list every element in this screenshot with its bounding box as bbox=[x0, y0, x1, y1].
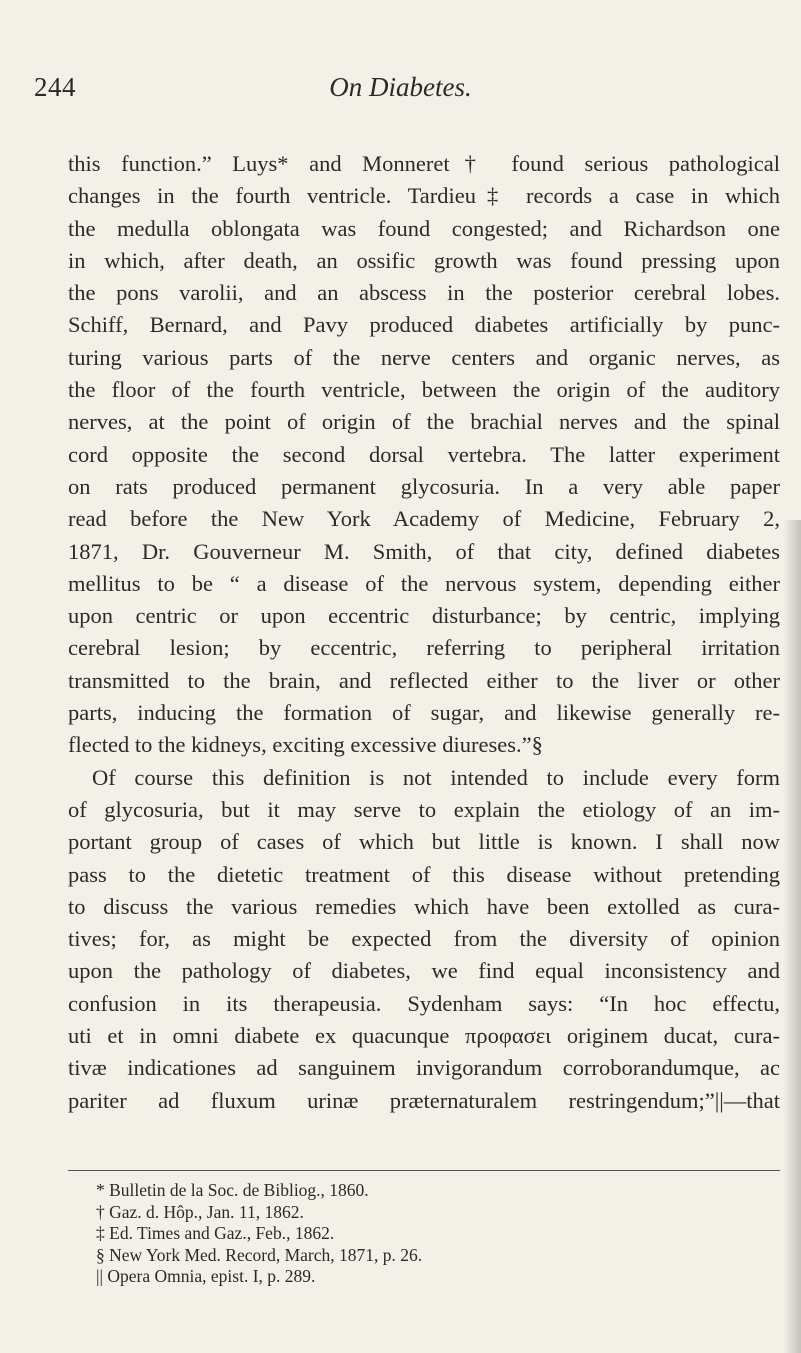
body-line: tivæ indicationes ad sanguinem invigorandum corroborandumque, ac bbox=[68, 1055, 780, 1081]
body-line: Schiff, Bernard, and Pavy produced diabetes artificially by punc- bbox=[68, 312, 780, 338]
footnote: § New York Med. Record, March, 1871, p. 26. bbox=[96, 1244, 423, 1265]
body-line: to discuss the various remedies which have been extolled as cura- bbox=[68, 893, 780, 919]
body-line: flected to the kidneys, exciting excessive diureses.”§ bbox=[68, 732, 543, 758]
body-line: confusion in its therapeusia. Sydenham says: “In hoc effectu, bbox=[68, 990, 780, 1016]
body-line: the pons varolii, and an abscess in the posterior cerebral lobes. bbox=[68, 280, 780, 306]
footnote-divider bbox=[68, 1170, 780, 1171]
body-line: Of course this definition is not intended to include every form bbox=[92, 764, 780, 790]
body-line: upon the pathology of diabetes, we find equal inconsistency and bbox=[68, 958, 780, 984]
body-line: transmitted to the brain, and reflected either to the liver or other bbox=[68, 667, 780, 693]
body-line: portant group of cases of which but little is known. I shall now bbox=[68, 829, 780, 855]
body-line: tives; for, as might be expected from the diversity of opinion bbox=[68, 926, 780, 952]
footnote: ‡ Ed. Times and Gaz., Feb., 1862. bbox=[96, 1223, 335, 1243]
footnote: || Opera Omnia, epist. I, p. 289. bbox=[96, 1266, 316, 1286]
body-line: upon centric or upon eccentric disturbance; by centric, implying bbox=[68, 603, 780, 629]
page-number: 244 bbox=[34, 72, 76, 102]
body-line: this function.” Luys* and Monneret† found serious pathological bbox=[68, 151, 780, 176]
body-line: changes in the fourth ventricle. Tardieu‡ records a case in which bbox=[68, 183, 780, 209]
body-line: pass to the dietetic treatment of this disease without pretending bbox=[68, 861, 780, 887]
body-line: read before the New York Academy of Medicine, February 2, bbox=[68, 506, 780, 532]
body-line: pariter ad fluxum urinæ præternaturalem restringendum;”||—that bbox=[68, 1087, 780, 1113]
page-header bbox=[0, 72, 801, 112]
body-line: mellitus to be “ a disease of the nervous system, depending either bbox=[68, 570, 780, 596]
body-line: cerebral lesion; by eccentric, referring to peripheral irritation bbox=[68, 635, 780, 661]
body-line: the medulla oblongata was found congested; and Richardson one bbox=[68, 215, 780, 241]
body-line: of glycosuria, but it may serve to explain the etiology of an im- bbox=[68, 796, 780, 822]
footnote: * Bulletin de la Soc. de Bibliog., 1860. bbox=[96, 1180, 369, 1200]
body-line: the floor of the fourth ventricle, between the origin of the auditory bbox=[68, 377, 780, 403]
body-line: parts, inducing the formation of sugar, and likewise generally re- bbox=[68, 700, 780, 726]
body-line: cord opposite the second dorsal vertebra. The latter experiment bbox=[68, 441, 780, 467]
body-line: turing various parts of the nerve centers and organic nerves, as bbox=[68, 344, 780, 370]
running-title: On Diabetes. bbox=[329, 72, 472, 102]
footnote: † Gaz. d. Hôp., Jan. 11, 1862. bbox=[96, 1201, 304, 1222]
page-edge-shadow bbox=[783, 520, 801, 1353]
body-line: in which, after death, an ossific growth was found pressing upon bbox=[68, 247, 780, 273]
body-text bbox=[68, 148, 780, 1117]
body-line: on rats produced permanent glycosuria. In a very able paper bbox=[68, 473, 780, 499]
body-line: nerves, at the point of origin of the brachial nerves and the spinal bbox=[68, 409, 780, 435]
body-line: 1871, Dr. Gouverneur M. Smith, of that city, defined diabetes bbox=[68, 538, 780, 564]
body-line: uti et in omni diabete ex quacunque προφασει originem ducat, cura- bbox=[68, 1023, 780, 1049]
footnotes bbox=[84, 1180, 764, 1288]
